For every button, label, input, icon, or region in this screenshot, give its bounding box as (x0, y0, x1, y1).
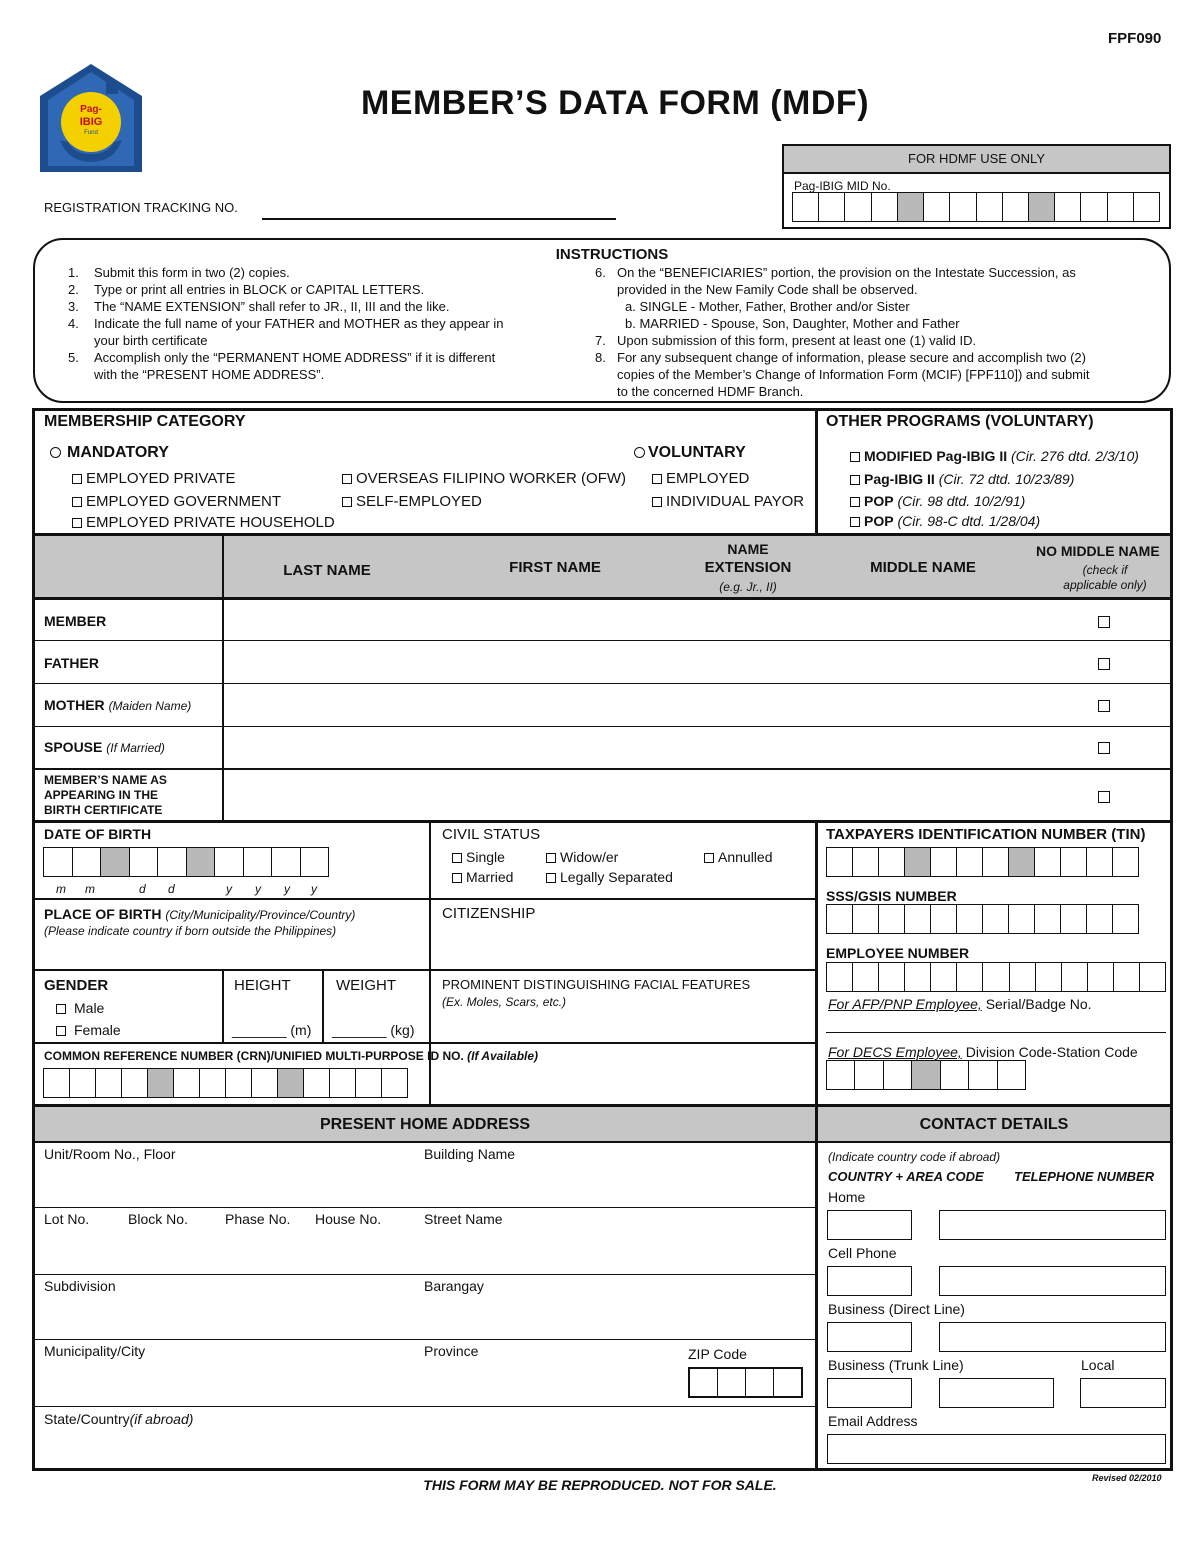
lot-label: Lot No. (44, 1211, 90, 1227)
program-checkbox[interactable]: MODIFIED Pag-IBIG II (Cir. 276 dtd. 2/3/10) (850, 448, 1139, 464)
afp-label: For AFP/PNP Employee, Serial/Badge No. (828, 996, 1092, 1012)
cell-phone-label: Cell Phone (828, 1245, 897, 1261)
dob-mask: y (284, 882, 290, 896)
employed-household-checkbox[interactable]: EMPLOYED PRIVATE HOUSEHOLD (72, 514, 335, 531)
name-extension-note: (e.g. Jr., II) (719, 580, 777, 594)
place-of-birth-note: (Please indicate country if born outside the Philippines) (44, 924, 337, 938)
present-address-title: PRESENT HOME ADDRESS (319, 1116, 531, 1133)
program-checkbox[interactable]: Pag-IBIG II (Cir. 72 dtd. 10/23/89) (850, 471, 1074, 487)
logo-text: Pag- (80, 104, 102, 115)
no-middle-name-header: NO MIDDLE NAME (1036, 543, 1160, 559)
email-label: Email Address (828, 1413, 918, 1429)
facial-features-note: (Ex. Moles, Scars, etc.) (442, 995, 567, 1009)
member-name-input[interactable] (224, 600, 1084, 640)
dob-mask: d (168, 882, 175, 896)
house-label: House No. (315, 1211, 382, 1227)
program-checkbox[interactable]: POP (Cir. 98 dtd. 10/2/91) (850, 493, 1025, 509)
no-middle-name-note: (check if (1082, 563, 1128, 577)
voluntary-option[interactable]: VOLUNTARY (634, 444, 746, 462)
logo-text: Fund (84, 130, 98, 136)
dob-boxes[interactable] (43, 847, 329, 877)
other-programs-title: OTHER PROGRAMS (VOLUNTARY) (826, 413, 1094, 430)
crn-boxes[interactable] (43, 1068, 408, 1098)
contact-details-title: CONTACT DETAILS (919, 1116, 1069, 1133)
street-label: Street Name (424, 1211, 503, 1227)
page-title: MEMBER’S DATA FORM (MDF) (360, 84, 870, 122)
home-phone-input[interactable] (939, 1210, 1166, 1240)
single-checkbox[interactable]: Single (452, 849, 505, 865)
mother-row-label: MOTHER (Maiden Name) (44, 697, 192, 713)
hdmf-header: FOR HDMF USE ONLY (908, 151, 1045, 166)
phase-label: Phase No. (225, 1211, 291, 1227)
member-row-label: MEMBER (44, 613, 107, 629)
municipality-label: Municipality/City (44, 1343, 146, 1359)
province-label: Province (424, 1343, 479, 1359)
mandatory-option[interactable]: MANDATORY (50, 444, 169, 462)
membership-title: MEMBERSHIP CATEGORY (44, 413, 246, 430)
last-name-header: LAST NAME (283, 562, 371, 579)
dob-mask: y (311, 882, 317, 896)
decs-boxes[interactable] (826, 1060, 1026, 1090)
no-middle-name-note: applicable only) (1063, 578, 1147, 592)
dob-mask: d (139, 882, 146, 896)
local-input[interactable] (1080, 1378, 1166, 1408)
registration-input[interactable] (262, 218, 616, 220)
facial-features-label: PROMINENT DISTINGUISHING FACIAL FEATURES (442, 977, 751, 992)
business-trunk-label: Business (Trunk Line) (828, 1357, 964, 1373)
business-direct-input[interactable] (939, 1322, 1166, 1352)
zip-boxes[interactable] (688, 1367, 803, 1398)
dob-mask: y (255, 882, 261, 896)
contact-note: (Indicate country code if abroad) (828, 1150, 1001, 1164)
self-employed-checkbox[interactable]: SELF-EMPLOYED (342, 493, 482, 510)
program-checkbox[interactable]: POP (Cir. 98-C dtd. 1/28/04) (850, 513, 1040, 529)
crn-label: COMMON REFERENCE NUMBER (CRN)/UNIFIED MULTI-PURPOSE ID NO. (If Available) (44, 1049, 539, 1063)
legally-separated-checkbox[interactable]: Legally Separated (546, 869, 673, 885)
birth-cert-row-label: MEMBER’S NAME AS APPEARING IN THE BIRTH CERTIFICATE (44, 773, 167, 817)
decs-label: For DECS Employee, Division Code-Station Code (828, 1044, 1138, 1060)
annulled-checkbox[interactable]: Annulled (704, 849, 773, 865)
height-input[interactable]: _______ (m) (232, 1022, 312, 1038)
weight-label: WEIGHT (336, 977, 396, 994)
height-label: HEIGHT (234, 977, 291, 994)
business-direct-area-input[interactable] (827, 1322, 912, 1352)
sss-boxes[interactable] (826, 904, 1139, 934)
footer-notice: THIS FORM MAY BE REPRODUCED. NOT FOR SALE. (423, 1477, 777, 1493)
name-extension-header: EXTENSION (704, 559, 792, 576)
zip-label: ZIP Code (688, 1346, 747, 1362)
married-checkbox[interactable]: Married (452, 869, 513, 885)
block-label: Block No. (128, 1211, 188, 1227)
country-area-code-header: COUNTRY + AREA CODE (828, 1169, 984, 1184)
civil-status-label: CIVIL STATUS (442, 826, 541, 843)
subdivision-label: Subdivision (44, 1278, 116, 1294)
ofw-checkbox[interactable]: OVERSEAS FILIPINO WORKER (OFW) (342, 470, 626, 487)
employed-government-checkbox[interactable]: EMPLOYED GOVERNMENT (72, 493, 281, 510)
sss-label: SSS/GSIS NUMBER (826, 888, 957, 904)
female-checkbox[interactable]: Female (56, 1022, 121, 1038)
instructions-right: 6. On the “BENEFICIARIES” portion, the provision on the Intestate Succession, as provided in the New Family Code shall be observed. a. SINGLE - Mother, Father, Brother and/or Sister b. MARRIED - Spouse, Son, Daughter, Mother and Father 7. Upon submission of this form, present at least one (1) valid ID. 8. For any subsequent change of information, please secure and accomplish two (2) copies of the Member’s Change of Information Form (MCIF) [FPF110]) and submit to the concerned HDMF Branch. (595, 265, 1090, 399)
name-extension-header: NAME (727, 541, 769, 557)
individual-payor-checkbox[interactable]: INDIVIDUAL PAYOR (652, 493, 804, 510)
tin-label: TAXPAYERS IDENTIFICATION NUMBER (TIN) (826, 826, 1146, 843)
dob-mask: m (56, 882, 66, 896)
telephone-number-header: TELEPHONE NUMBER (1014, 1169, 1155, 1184)
mother-no-middle-checkbox[interactable] (1098, 700, 1110, 712)
home-area-code-input[interactable] (827, 1210, 912, 1240)
local-label: Local (1081, 1357, 1115, 1373)
form-code: FPF090 (1108, 30, 1162, 47)
mid-label: Pag-IBIG MID No. (794, 179, 891, 193)
voluntary-employed-checkbox[interactable]: EMPLOYED (652, 470, 749, 487)
weight-input[interactable]: _______ (kg) (332, 1022, 415, 1038)
email-input[interactable] (827, 1434, 1166, 1464)
widow-checkbox[interactable]: Widow/er (546, 849, 618, 865)
dob-label: DATE OF BIRTH (44, 826, 152, 842)
barangay-label: Barangay (424, 1278, 484, 1294)
first-name-header: FIRST NAME (509, 559, 601, 576)
dob-mask: y (226, 882, 232, 896)
birthcert-no-middle-checkbox[interactable] (1098, 791, 1110, 803)
employed-private-checkbox[interactable]: EMPLOYED PRIVATE (72, 470, 235, 487)
middle-name-header: MIDDLE NAME (870, 559, 976, 576)
state-country-label: State/Country(if abroad) (44, 1411, 194, 1427)
business-trunk-input[interactable] (939, 1378, 1054, 1408)
dob-mask: m (85, 882, 95, 896)
spouse-row-label: SPOUSE (If Married) (44, 739, 165, 755)
employee-number-label: EMPLOYEE NUMBER (826, 945, 970, 961)
revised-date: Revised 02/2010 (1092, 1473, 1162, 1483)
male-checkbox[interactable]: Male (56, 1000, 104, 1016)
tin-boxes[interactable] (826, 847, 1139, 877)
place-of-birth-label: PLACE OF BIRTH (City/Municipality/Province/Country) (44, 906, 356, 922)
logo-text: IBIG (79, 116, 103, 128)
registration-label: REGISTRATION TRACKING NO. (44, 200, 238, 215)
employee-number-boxes[interactable] (826, 962, 1166, 992)
spouse-no-middle-checkbox[interactable] (1098, 742, 1110, 754)
cell-area-code-input[interactable] (827, 1266, 912, 1296)
mid-number-boxes[interactable] (792, 192, 1160, 222)
instructions-title: INSTRUCTIONS (555, 246, 669, 263)
cell-phone-input[interactable] (939, 1266, 1166, 1296)
unit-label: Unit/Room No., Floor (44, 1146, 176, 1162)
gender-label: GENDER (44, 977, 109, 994)
home-phone-label: Home (828, 1189, 866, 1205)
instructions-left: 1. Submit this form in two (2) copies. 2. Type or print all entries in BLOCK or CAPITAL LETTERS. 3. The “NAME EXTENSION” shall refer to JR., II, III and the like. 4. Indicate the full name of your FATHER and MOTHER as they appear in your birth certificate 5. Accomplish only the “PERMANENT HOME ADDRESS” if it is different with the “PRESENT HOME ADDRESS”. (68, 265, 504, 382)
member-no-middle-checkbox[interactable] (1098, 616, 1110, 628)
father-no-middle-checkbox[interactable] (1098, 658, 1110, 670)
father-row-label: FATHER (44, 655, 99, 671)
citizenship-label: CITIZENSHIP (442, 905, 536, 922)
business-direct-label: Business (Direct Line) (828, 1301, 965, 1317)
building-label: Building Name (424, 1146, 516, 1162)
business-trunk-area-input[interactable] (827, 1378, 912, 1408)
